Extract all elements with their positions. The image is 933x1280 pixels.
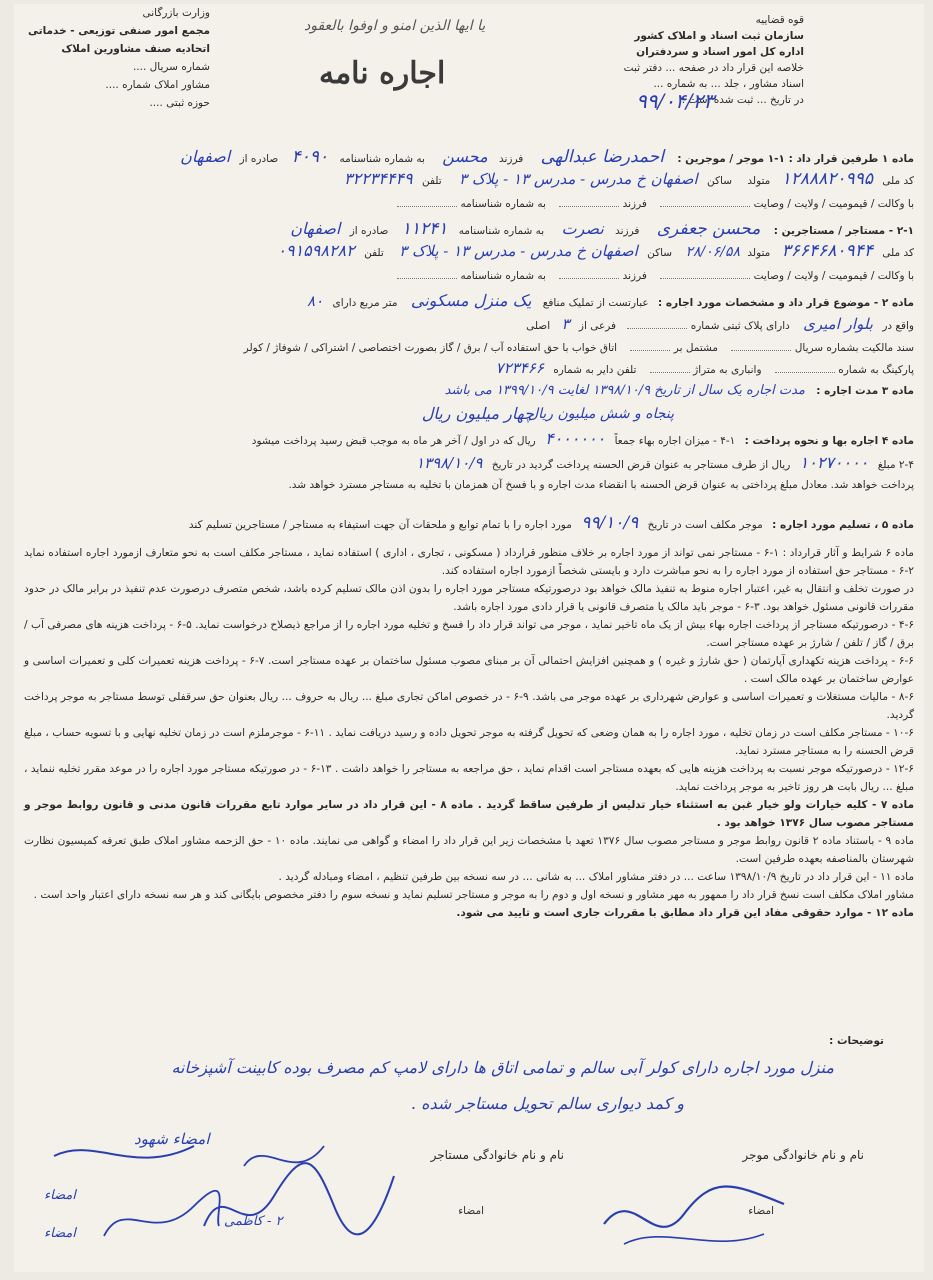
subject-row1: ماده ۲ - موضوع قرار داد و مشخصات مورد اجاره : عبارتست از تملیک منافع یک منزل مسکونی متر مربع دارای ۸۰ bbox=[307, 291, 914, 310]
rent-date: ۱۳۹۸/۱۰/۹ bbox=[415, 454, 483, 472]
notes-line2: و کمد دیواری سالم تحویل مستاجر شده . bbox=[410, 1094, 684, 1113]
subject-row3: سند مالکیت بشماره سریال مشتمل بر اتاق خواب با حق استفاده آب / برق / گاز بصورت اختصاصی / اشتراکی / شوفاژ / کولر bbox=[24, 338, 914, 355]
party2-row2: کد ملی ۳۶۶۴۶۸۰۹۴۴ متولد ۲۸/۰۶/۵۸ ساکن اصفهان خ مدرس - مدرس ۱۳ - پلاک ۳ تلفن ۰۹۱۵۹۸۲۸۲ bbox=[277, 241, 914, 261]
header-left-line: حوزه ثبتی .... bbox=[149, 97, 210, 109]
party1-issued: اصفهان bbox=[180, 147, 231, 166]
party1-national-code: ۱۲۸۸۸۲۰۹۹۵ bbox=[781, 169, 873, 189]
rent-monthly: ۴۰۰۰۰۰۰ bbox=[545, 429, 606, 448]
header-left bbox=[28, 4, 210, 112]
party1-father: محسن bbox=[442, 147, 488, 166]
header-left-line: اتحادیه صنف مشاورین املاک bbox=[61, 43, 210, 55]
delivery-label: ماده ۵ ، تسلیم مورد اجاره : bbox=[772, 519, 914, 531]
header-left-line: مشاور املاک شماره .... bbox=[105, 79, 210, 91]
subject-location: بلوار امیری bbox=[803, 315, 873, 333]
register-date: ۹۹/۰۴/۲۳ bbox=[636, 89, 714, 113]
rent-deposit-words: پنجاه و شش میلیون ریال bbox=[527, 406, 674, 422]
party1-row3: با وکالت / قیمومیت / ولایت / وصایت فرزند به شماره شناسنامه bbox=[24, 194, 914, 211]
party2-row1: ۲-۱ - مستاجر / مستاجرین : محسن جعفری فرزند نصرت به شماره شناسنامه ۱۱۲۴۱ صادره از اصفهان bbox=[290, 219, 914, 239]
landlord-label: نام و نام خانوادگی موجر bbox=[742, 1148, 864, 1162]
subject-row4: پارکینگ به شماره وانباری به متراژ تلفن دایر به شماره ۷۲۳۴۶۶ bbox=[495, 359, 914, 377]
body-paragraph: ماده ۷ - کلیه خیارات ولو خیار غبن به استثناء خیار تدلیس از طرفین ساقط گردید . ماده ۸ - این قرار داد در سایر موارد تابع مقررات قانون مدنی و قانون روابط موجر و مستاجر مصوب سال ۱۳۷۶ خواهد بود . bbox=[24, 799, 915, 829]
party2-id: ۱۱۲۴۱ bbox=[401, 219, 448, 239]
witness-mark: ۲ - کاظمی bbox=[224, 1214, 283, 1229]
header-right-line: سازمان ثبت اسناد و املاک کشور bbox=[634, 30, 804, 42]
party2-national-code: ۳۶۶۴۶۸۰۹۴۴ bbox=[781, 241, 873, 261]
rent-row2: ۲-۴ مبلغ ۱۰۲۷۰۰۰۰ ریال از طرف مستاجر به عنوان قرض الحسنه پرداخت گردید در تاریخ ۱۳۹۸/۱۰/۹ bbox=[415, 453, 914, 472]
body-paragraphs bbox=[24, 544, 914, 922]
party1-address: اصفهان خ مدرس - مدرس ۱۳ - پلاک ۳ bbox=[459, 170, 698, 188]
body-paragraph: ماده ۶ شرایط و آثار قرارداد : ۱-۶ - مستاجر نمی تواند از مورد اجاره بر خلاف منظور قرارداد ( مسکونی ، تجاری ، اداری ) استفاده نماید ، مستاجر مکلف است به نحو متعارف ازمورد اجاره استفاده نماید ۲-۶ - مستاجر حق استفاده از مورد اجاره را به نحو مباشرت دارد و بایستی شخصاً ازمورد اجاره استفاده کند. bbox=[24, 547, 914, 577]
party1-phone: ۳۲۲۳۴۴۴۹ bbox=[343, 169, 413, 188]
term-row bbox=[24, 384, 914, 398]
party2-born: ۲۸/۰۶/۵۸ bbox=[685, 244, 741, 260]
bismillah: یا ایها الذین امنو و اوفوا بالعقود bbox=[304, 18, 486, 34]
party2-label: ۲-۱ - مستاجر / مستاجرین : bbox=[773, 225, 914, 237]
body-paragraph: ۴-۶ - درصورتیکه مستاجر از پرداخت اجاره بهاء بیش از یک ماه تاخیر نماید ، موجر می تواند قرار داد را فسخ و تخلیه مورد اجاره را از مراجع ذیصلاح درخواست نماید. ۵-۶ - پرداخت هزینه های مصرفی آب / برق / گاز / تلفن / شارژ بر عهده مستاجر است. bbox=[24, 619, 915, 649]
party2-address: اصفهان خ مدرس - مدرس ۱۳ - پلاک ۳ bbox=[399, 242, 638, 260]
header-left-line: شماره سریال .... bbox=[132, 61, 210, 73]
body-paragraph: ماده ۱۲ - موارد حقوقی مفاد این قرار داد مطابق با مقررات جاری است و تایید می شود. bbox=[456, 907, 914, 919]
term-label: ماده ۳ مدت اجاره : bbox=[816, 385, 914, 397]
landlord-signature bbox=[594, 1164, 794, 1264]
header-right-line: قوه قضاییه bbox=[755, 14, 804, 26]
sign-label: امضاء bbox=[44, 1226, 76, 1241]
rent-deposit: ۱۰۲۷۰۰۰۰ bbox=[799, 453, 869, 472]
party1-id: ۴۰۹۰ bbox=[291, 147, 329, 167]
delivery-row: ماده ۵ ، تسلیم مورد اجاره : موجر مکلف است در تاریخ ۹۹/۱۰/۹ مورد اجاره را با تمام توابع و ملحقات آن جهت استیفاء به مستاجر / مستاجرین تسلیم کند bbox=[188, 513, 914, 533]
rent-row3: پرداخت خواهد شد. معادل مبلغ پرداختی به عنوان قرض الحسنه با انقضاء مدت اجاره و با فسخ آن همزمان با تخلیه به مستاجر مسترد خواهد شد. bbox=[288, 479, 914, 491]
rent-row1: ماده ۴ اجاره بها و نحوه پرداخت : ۱-۴ - میزان اجاره بهاء جمعاً ۴۰۰۰۰۰۰ ریال که در اول / آخر هر ماه به موجب قبض رسید پرداخت میشود bbox=[251, 429, 914, 448]
tenant-label: نام و نام خانوادگی مستاجر bbox=[430, 1148, 564, 1162]
rent-label: ماده ۴ اجاره بها و نحوه پرداخت : bbox=[744, 435, 914, 447]
subject-label: ماده ۲ - موضوع قرار داد و مشخصات مورد اجاره : bbox=[658, 297, 914, 309]
witness-label: امضاء شهود bbox=[134, 1130, 210, 1148]
party1-name: احمدرضا عبدالهی bbox=[540, 147, 664, 167]
notes-line1: منزل مورد اجاره دارای کولر آبی سالم و تمامی اتاق ها دارای لامپ کم مصرف بوده کابینت آشپزخانه bbox=[171, 1058, 834, 1077]
body-paragraph: ماده ۹ - باستناد ماده ۲ قانون روابط موجر و مستاجر مصوب سال ۱۳۷۶ تعهد با مشخصات زیر این قرار داد را امضاء و گواهی می نمایند. ماده ۱۰ - حق الزحمه مشاور املاک طبق تعرفه کمیسیون نظارت شهرستان بالمناصفه بعهده طرفین است. bbox=[24, 835, 915, 865]
body-paragraph: ۸-۶ - مالیات مستغلات و تعمیرات اساسی و عوارض شهرداری بر عهده موجر می باشد. ۹-۶ - در خصوص اماکن تجاری مبلغ ... ریال به حروف ... ریال بعنوان حق سرقفلی توسط مستاجر به موجر پرداخت گردید. bbox=[24, 691, 915, 721]
body-paragraph: در صورت تخلف و انتقال به غیر، اعتبار اجاره منوط به تنفیذ مالک خواهد بود درصورتیکه مستاجر مورد اجاره را بدون اذن مالک تسلیم کرده باشد، شخص متصرف درصورت عدم تنفیذ در برابر مالک در حدود مقررات قانونی مسئول خواهد بود. ۳-۶ - موجر باید مالک یا متصرف قانونی یا قرار دادی مورد اجاره باشد. bbox=[24, 583, 914, 613]
header-right-line: اداره کل امور اسناد و سردفتران bbox=[636, 46, 804, 58]
party1-row1: ماده ۱ طرفین قرار داد : ۱-۱ موجر / موجرین : احمدرضا عبدالهی فرزند محسن به شماره شناسنامه ۴۰۹۰ صادره از اصفهان bbox=[180, 147, 914, 167]
body-paragraph: مشاور املاک مکلف است نسخ قرار داد را ممهور به مهر مشاور و نسخه اول و دوم را به موجر و مستاجر تسلیم نماید و نسخه سوم را دفتر مخصوص بایگانی کند و هر سه نسخه دارای اعتبار واحد است . bbox=[33, 889, 914, 901]
party2-row3: با وکالت / قیمومیت / ولایت / وصایت فرزند به شماره شناسنامه bbox=[24, 266, 914, 283]
sign-label: امضاء bbox=[748, 1205, 774, 1217]
notes-label: توضیحات : bbox=[829, 1035, 884, 1047]
sign-label: امضاء bbox=[44, 1188, 76, 1203]
witness-signature bbox=[44, 1116, 224, 1256]
subject-row2: واقع در بلوار امیری دارای پلاک ثبتی شماره فرعی از ۳ اصلی bbox=[526, 315, 914, 333]
subject-area: ۸۰ bbox=[307, 292, 324, 310]
subject-type: یک منزل مسکونی bbox=[410, 291, 532, 310]
subject-phone: ۷۲۳۴۶۶ bbox=[495, 359, 544, 377]
body-paragraph: ۱۲-۶ - درصورتیکه موجر نسبت به پرداخت هزینه هایی که بعهده مستاجر است اقدام نماید ، حق مراجعه به مستاجر را خواهد داشت . ۱۳-۶ - در صورتیکه مستاجر مورد اجاره را در موعد مقرر تخلیه ننماید ، مبلغ ... ریال بابت هر روز تاخیر به موجر پرداخت نماید. bbox=[24, 763, 914, 793]
term-text: مدت اجاره یک سال از تاریخ ۱۳۹۸/۱۰/۹ لغایت ۱۳۹۹/۱۰/۹ می باشد bbox=[444, 383, 805, 398]
sign-label: امضاء bbox=[458, 1205, 484, 1217]
header-left-line: وزارت بازرگانی bbox=[142, 7, 210, 19]
party2-name: محسن جعفری bbox=[656, 219, 761, 239]
party2-issued: اصفهان bbox=[290, 219, 341, 238]
party1-label: ماده ۱ طرفین قرار داد : ۱-۱ موجر / موجرین : bbox=[677, 153, 914, 165]
party2-phone: ۰۹۱۵۹۸۲۸۲ bbox=[277, 241, 355, 260]
header-right-line: در تاریخ ... ثبت شده است . bbox=[681, 94, 804, 106]
rent-monthly-words: چهار میلیون ریال bbox=[421, 404, 534, 423]
header-right-line: خلاصه این قرار داد در صفحه ... دفتر ثبت bbox=[623, 62, 804, 74]
delivery-date: ۹۹/۱۰/۹ bbox=[581, 513, 639, 533]
body-paragraph: ۱۰-۶ - مستاجر مکلف است در زمان تخلیه ، مورد اجاره را به همان وضعی که تحویل گرفته به موجر تحویل داده و رسید دریافت نماید . ۱۱-۶ - موجرملزم است در زمان تخلیه نهایی و با تسویه حساب ، مبلغ قرض الحسنه را به مستاجر مسترد نماید. bbox=[24, 727, 914, 757]
party1-row2: کد ملی ۱۲۸۸۸۲۰۹۹۵ متولد ساکن اصفهان خ مدرس - مدرس ۱۳ - پلاک ۳ تلفن ۳۲۲۳۴۴۴۹ bbox=[343, 169, 914, 189]
subject-units: ۳ bbox=[561, 315, 570, 333]
header-right-line: اسناد مشاور ، جلد ... به شماره ... bbox=[653, 78, 804, 90]
lease-document bbox=[14, 4, 924, 1272]
document-title: اجاره نامه bbox=[319, 56, 446, 91]
body-paragraph: ۶-۶ - پرداخت هزینه تکهداری آپارتمان ( حق شارژ و غیره ) و همچنین افزایش احتمالی آن بر مبنای مصوب مسئول ساختمان بر عهده مستاجر است. ۷-۶ - پرداخت هزینه تعمیرات کلی و تعمیرات اساسی و عوارض ساختمان بر عهده مالک است . bbox=[24, 655, 914, 685]
body-paragraph: ماده ۱۱ - این قرار داد در تاریخ ۱۳۹۸/۱۰/۹ ساعت ... در دفتر مشاور املاک ... به شانی ... در سه نسخه بین طرفین تنظیم ، امضاء ومبادله گردید . bbox=[278, 871, 914, 883]
header-left-line: مجمع امور صنفی توزیعی - خدماتی bbox=[28, 25, 210, 37]
party2-father: نصرت bbox=[561, 219, 604, 238]
